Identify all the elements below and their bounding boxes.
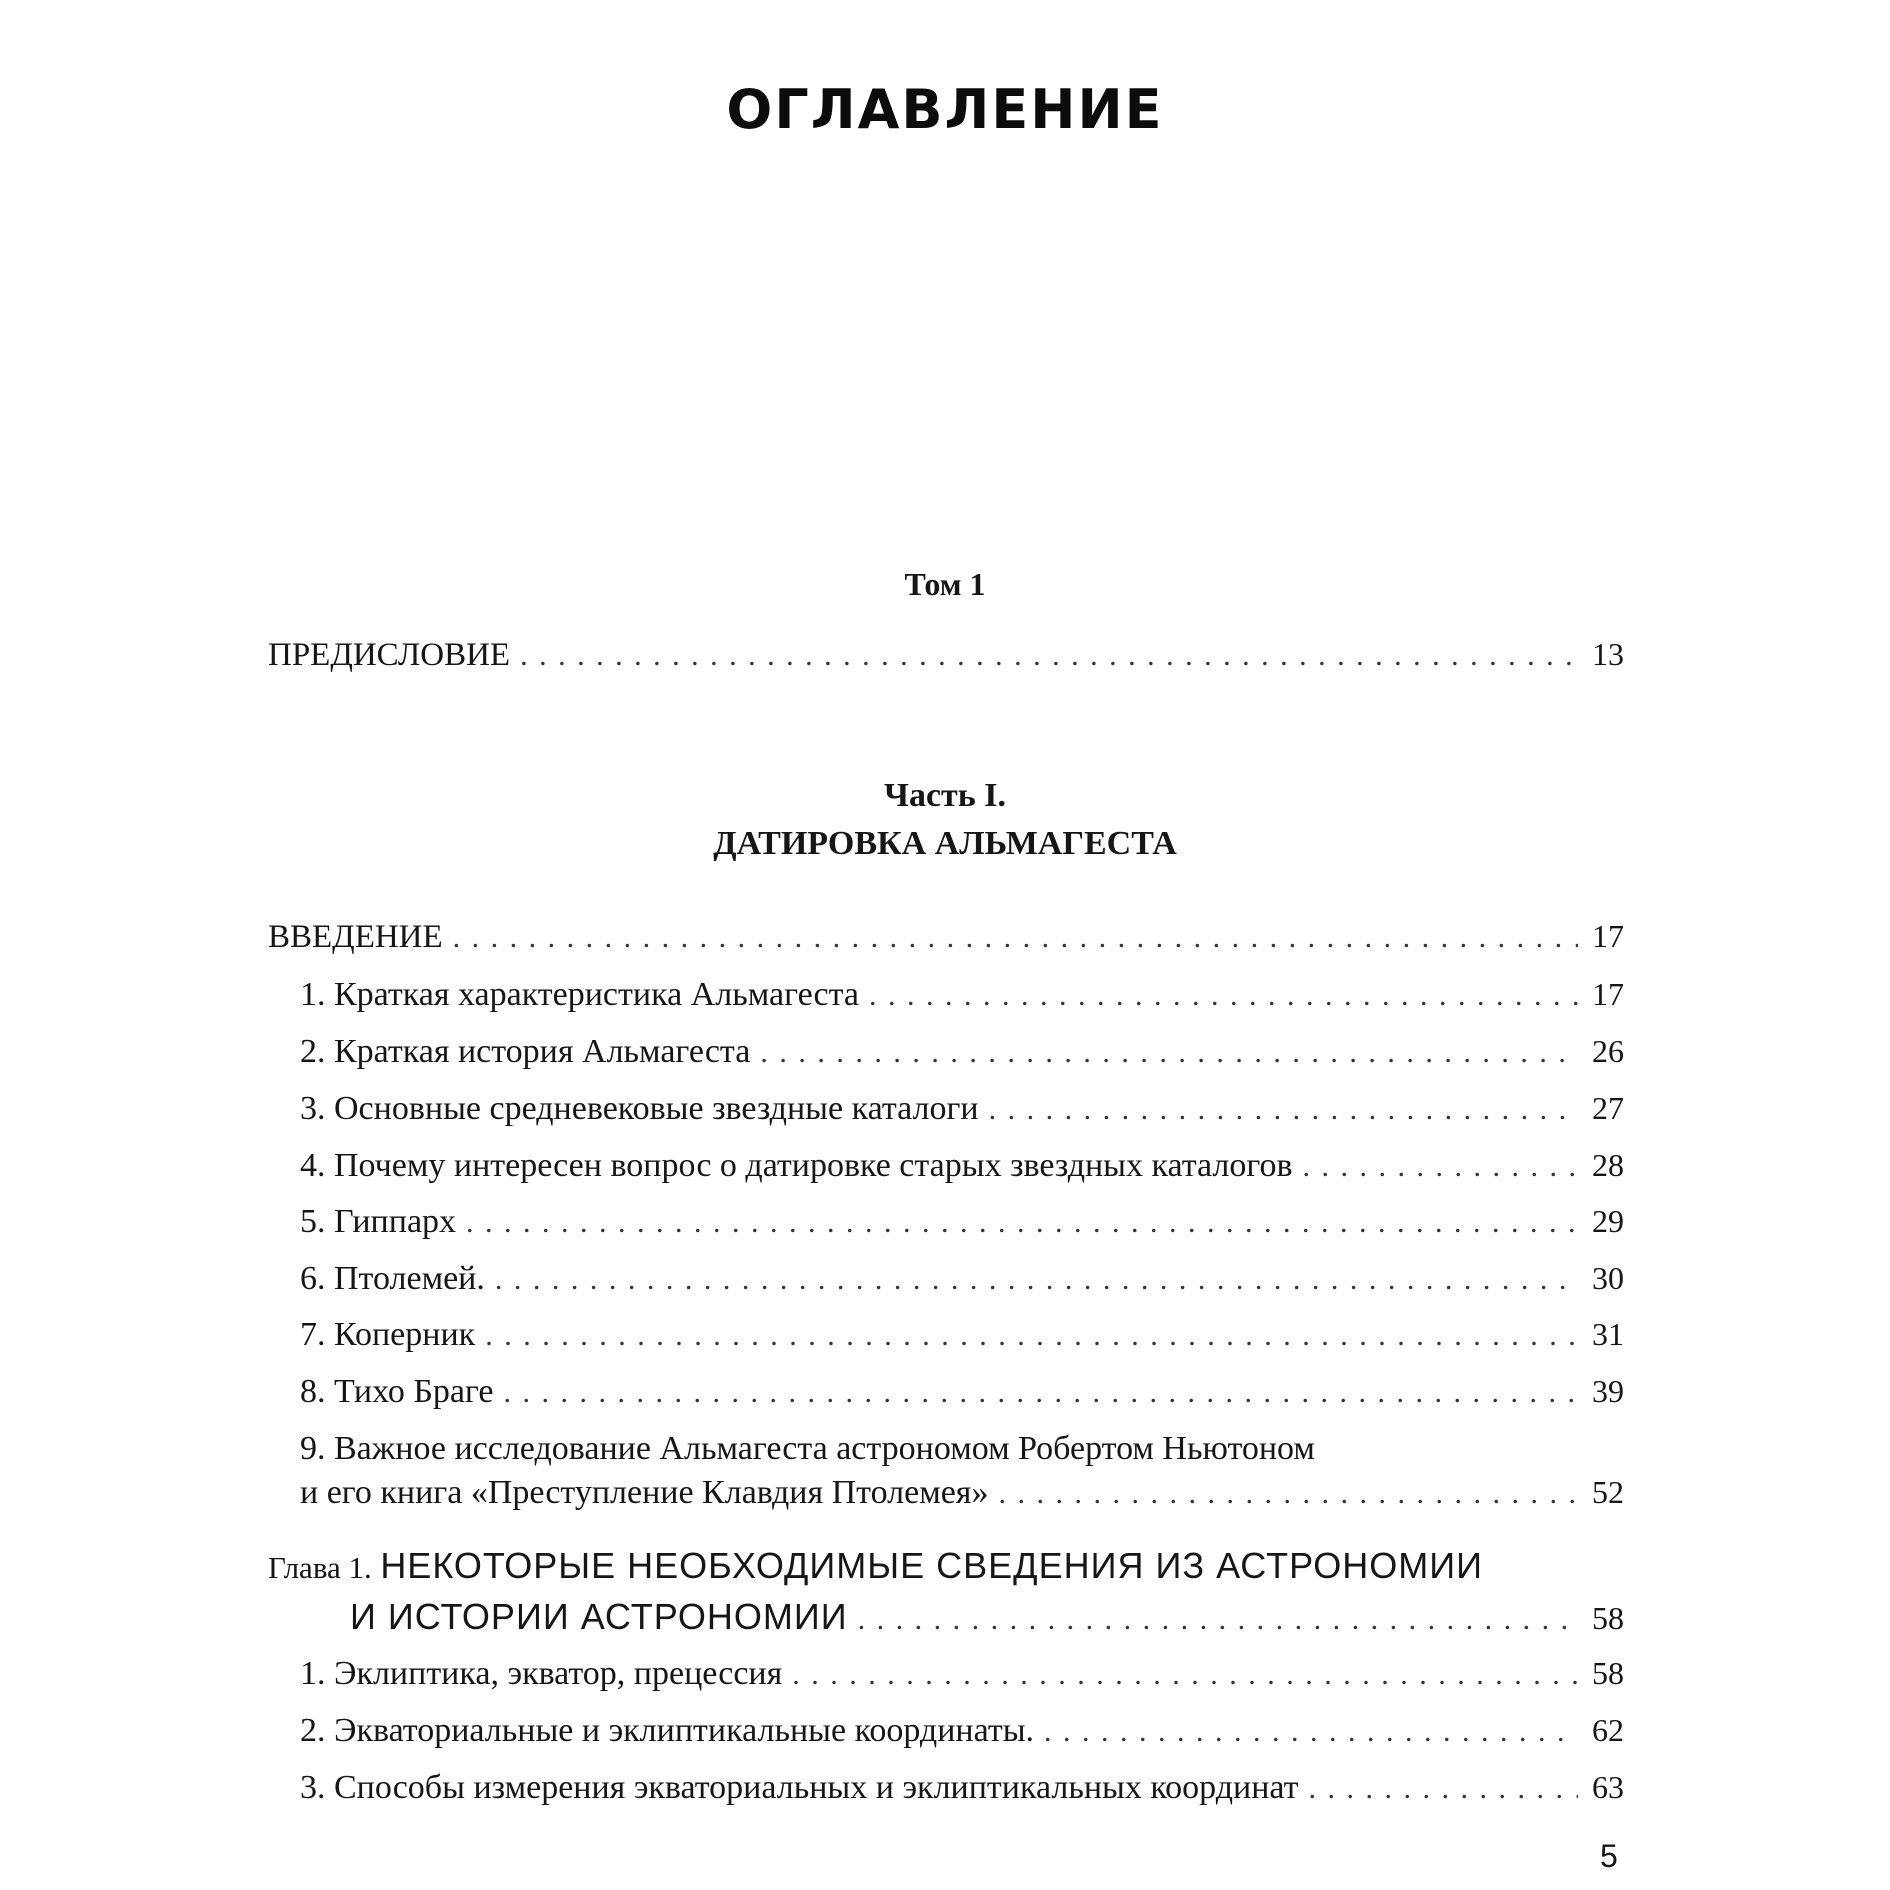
toc-entry-introduction[interactable] [268,918,1624,974]
volume-title: Том 1 [904,566,986,602]
toc-entry-label: 2. Экваториальные и эклиптикальные координаты. [300,1712,1035,1749]
toc-entry-label: ВВЕДЕНИЕ [268,919,443,955]
toc-entry-page: 17 [1592,976,1624,1012]
toc-section[interactable] [300,1316,1624,1372]
toc-section[interactable] [300,1655,1624,1711]
dot-leader [792,1658,1578,1692]
page-title: ОГЛАВЛЕНИЕ [726,78,1164,141]
toc-entry-label: 1. Эклиптика, экватор, прецессия [300,1655,783,1692]
toc-section[interactable] [300,1474,1624,1530]
toc-entry-page: 13 [1592,636,1624,672]
toc-section[interactable] [300,1712,1624,1768]
dot-leader [1308,1772,1578,1806]
dot-leader [485,1319,1578,1353]
page-number: 5 [1600,1838,1618,1874]
toc-entry-chapter[interactable] [350,1596,1624,1652]
toc-entry-page: 30 [1592,1260,1624,1296]
dot-leader [453,921,1578,955]
toc-section[interactable] [300,1090,1624,1146]
toc-entry-page: 27 [1592,1090,1624,1126]
toc-section[interactable] [300,1769,1624,1825]
toc-entry-page: 58 [1592,1600,1624,1636]
dot-leader [989,1093,1578,1127]
toc-entry-label: 5. Гиппарх [300,1203,457,1240]
dot-leader [998,1477,1578,1511]
chapter-prefix: Глава 1. [268,1550,372,1585]
toc-entry-page: 26 [1592,1033,1624,1069]
toc-entry-page: 31 [1592,1316,1624,1352]
toc-section[interactable] [300,1373,1624,1429]
part-heading [0,772,1890,868]
chapter-title: НЕКОТОРЫЕ НЕОБХОДИМЫЕ СВЕДЕНИЯ ИЗ АСТРОНОМИИ [380,1545,1484,1586]
toc-entry-label: 6. Птолемей. [300,1260,485,1297]
toc-entry-label: 2. Краткая история Альмагеста [300,1033,751,1070]
toc-entry-label: 3. Способы измерения экваториальных и эклиптикальных координат [300,1769,1299,1806]
dot-leader [466,1206,1578,1240]
chapter-heading-line1[interactable] [268,1545,1483,1587]
toc-section[interactable] [300,1203,1624,1259]
part-number: Часть I. [884,777,1006,814]
dot-leader [760,1036,1578,1070]
toc-section[interactable] [300,976,1624,1032]
toc-entry-label: 8. Тихо Браге [300,1373,494,1410]
toc-entry-page: 29 [1592,1203,1624,1239]
toc-section-line1[interactable]: 9. Важное исследование Альмагеста астрономом Робертом Ньютоном [300,1430,1315,1467]
dot-leader [858,1603,1578,1637]
toc-entry-page: 28 [1592,1147,1624,1183]
part-title: ДАТИРОВКА АЛЬМАГЕСТА [713,825,1177,862]
dot-leader [869,979,1578,1013]
dot-leader [495,1263,1578,1297]
chapter-title-cont: И ИСТОРИИ АСТРОНОМИИ [350,1596,848,1637]
dot-leader [1044,1715,1578,1749]
toc-section[interactable] [300,1260,1624,1316]
dot-leader [504,1376,1578,1410]
toc-entry-label: ПРЕДИСЛОВИЕ [268,637,511,673]
toc-entry-label: и его книга «Преступление Клавдия Птолемея» [300,1474,989,1511]
toc-entry-page: 62 [1592,1712,1624,1748]
toc-section[interactable] [300,1033,1624,1089]
toc-entry-label: 4. Почему интересен вопрос о датировке старых звездных каталогов [300,1147,1293,1184]
toc-entry-page: 52 [1592,1474,1624,1510]
toc-entry-page: 17 [1592,918,1624,954]
dot-leader [520,639,1578,673]
toc-entry-label: 3. Основные средневековые звездные каталоги [300,1090,979,1127]
toc-section[interactable] [300,1147,1624,1203]
toc-entry-preface[interactable] [268,636,1624,692]
toc-entry-page: 63 [1592,1769,1624,1805]
dot-leader [1303,1150,1578,1184]
toc-entry-label: 1. Краткая характеристика Альмагеста [300,976,859,1013]
toc-entry-page: 39 [1592,1373,1624,1409]
toc-entry-label: 7. Коперник [300,1316,476,1353]
toc-entry-page: 58 [1592,1655,1624,1691]
